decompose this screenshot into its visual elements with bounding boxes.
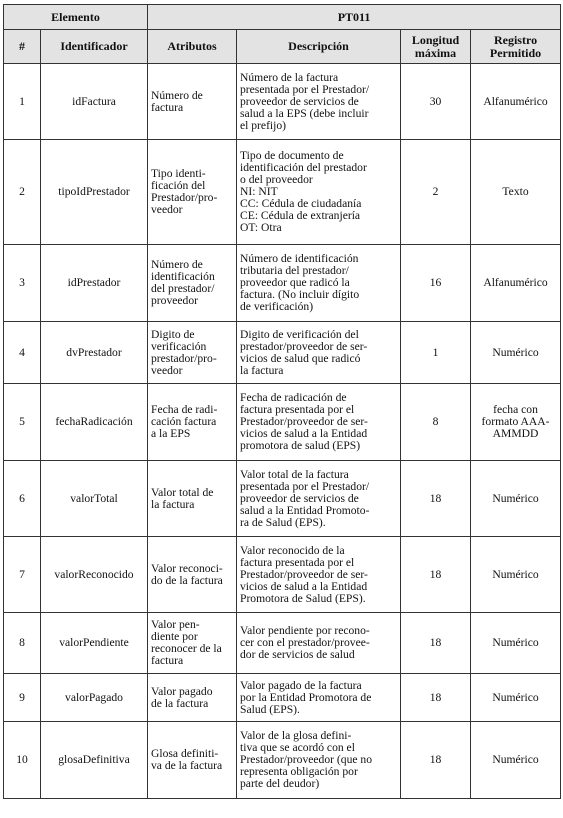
cell-atributo: Valor pen- diente por reconocer de la factura xyxy=(148,613,237,674)
cell-identificador: valorPendiente xyxy=(41,613,148,674)
cell-atributo: Fecha de radi- cación factura a la EPS xyxy=(148,384,237,461)
cell-atributo: Valor total de la factura xyxy=(148,461,237,537)
cell-longitud: 18 xyxy=(401,722,471,799)
cell-longitud: 30 xyxy=(401,64,471,140)
cell-identificador: valorTotal xyxy=(41,461,148,537)
table-row xyxy=(4,722,561,799)
table-title-row xyxy=(4,5,561,30)
cell-num: 1 xyxy=(4,64,41,140)
cell-atributo: Valor pagado de la factura xyxy=(148,674,237,722)
table-row xyxy=(4,245,561,322)
cell-atributo: Número de factura xyxy=(148,64,237,140)
cell-registro: Numérico xyxy=(471,322,561,384)
table-row xyxy=(4,322,561,384)
cell-registro: Numérico xyxy=(471,461,561,537)
cell-longitud: 1 xyxy=(401,322,471,384)
cell-identificador: fechaRadicación xyxy=(41,384,148,461)
cell-descripcion: Valor total de la factura presentada por el Prestador/ proveedor de servicios de salud a la Entidad Promoto- ra de Salud (EPS). xyxy=(237,461,401,537)
header-pt011: PT011 xyxy=(148,5,561,30)
cell-descripcion: Número de la factura presentada por el Prestador/ proveedor de servicios de salud a la EPS (debe incluir el prefijo) xyxy=(237,64,401,140)
table-row xyxy=(4,537,561,613)
cell-registro: Alfanumérico xyxy=(471,245,561,322)
cell-identificador: idFactura xyxy=(41,64,148,140)
cell-longitud: 18 xyxy=(401,613,471,674)
cell-longitud: 18 xyxy=(401,537,471,613)
cell-identificador: tipoIdPrestador xyxy=(41,140,148,245)
cell-num: 10 xyxy=(4,722,41,799)
table-row xyxy=(4,461,561,537)
cell-identificador: idPrestador xyxy=(41,245,148,322)
table-row xyxy=(4,384,561,461)
cell-registro: Numérico xyxy=(471,722,561,799)
cell-descripcion: Digito de verificación del prestador/proveedor de ser- vicios de salud que radicó la factura xyxy=(237,322,401,384)
cell-atributo: Digito de verificación prestador/pro- veedor xyxy=(148,322,237,384)
cell-num: 8 xyxy=(4,613,41,674)
pt011-table xyxy=(3,4,561,799)
cell-num: 3 xyxy=(4,245,41,322)
cell-longitud: 18 xyxy=(401,674,471,722)
cell-registro: Numérico xyxy=(471,613,561,674)
cell-atributo: Glosa definiti- va de la factura xyxy=(148,722,237,799)
cell-num: 9 xyxy=(4,674,41,722)
cell-num: 2 xyxy=(4,140,41,245)
cell-descripcion: Número de identificación tributaria del prestador/ proveedor que radicó la factura. (No incluir dígito de verificación) xyxy=(237,245,401,322)
header-identificador: Identificador xyxy=(41,30,148,64)
table-row xyxy=(4,674,561,722)
document-page xyxy=(3,4,560,799)
cell-identificador: valorReconocido xyxy=(41,537,148,613)
cell-descripcion: Tipo de documento de identificación del prestador o del proveedor NI: NIT CC: Cédula de ciudadanía CE: Cédula de extranjería OT: Otra xyxy=(237,140,401,245)
cell-atributo: Tipo identi- ficación del Prestador/pro- veedor xyxy=(148,140,237,245)
cell-atributo: Número de identificación del prestador/ proveedor xyxy=(148,245,237,322)
header-elemento: Elemento xyxy=(4,5,148,30)
cell-identificador: glosaDefinitiva xyxy=(41,722,148,799)
header-longitud: Longitud máxima xyxy=(401,30,471,64)
header-num: # xyxy=(4,30,41,64)
cell-num: 5 xyxy=(4,384,41,461)
cell-longitud: 8 xyxy=(401,384,471,461)
cell-registro: Numérico xyxy=(471,674,561,722)
cell-descripcion: Valor de la glosa defini- tiva que se acordó con el Prestador/proveedor (que no representa obligación por parte del deudor) xyxy=(237,722,401,799)
cell-registro: Numérico xyxy=(471,537,561,613)
cell-identificador: valorPagado xyxy=(41,674,148,722)
cell-longitud: 16 xyxy=(401,245,471,322)
cell-longitud: 18 xyxy=(401,461,471,537)
cell-descripcion: Valor pendiente por recono- cer con el prestador/provee- dor de servicios de salud xyxy=(237,613,401,674)
cell-descripcion: Fecha de radicación de factura presentada por el Prestador/proveedor de ser- vicios de salud a la Entidad promotora de salud (EPS) xyxy=(237,384,401,461)
cell-descripcion: Valor pagado de la factura por la Entidad Promotora de Salud (EPS). xyxy=(237,674,401,722)
header-atributos: Atributos xyxy=(148,30,237,64)
header-descripcion: Descripción xyxy=(237,30,401,64)
cell-num: 7 xyxy=(4,537,41,613)
cell-atributo: Valor reconoci- do de la factura xyxy=(148,537,237,613)
cell-descripcion: Valor reconocido de la factura presentada por el Prestador/proveedor de ser- vicios de salud a la Entidad Promotora de Salud (EPS). xyxy=(237,537,401,613)
table-header-row xyxy=(4,30,561,64)
table-row xyxy=(4,613,561,674)
cell-registro: Texto xyxy=(471,140,561,245)
cell-identificador: dvPrestador xyxy=(41,322,148,384)
table-row xyxy=(4,140,561,245)
cell-longitud: 2 xyxy=(401,140,471,245)
cell-registro: Alfanumérico xyxy=(471,64,561,140)
cell-num: 6 xyxy=(4,461,41,537)
cell-registro: fecha con formato AAA- AMMDD xyxy=(471,384,561,461)
cell-num: 4 xyxy=(4,322,41,384)
header-registro: Registro Permitido xyxy=(471,30,561,64)
table-row xyxy=(4,64,561,140)
